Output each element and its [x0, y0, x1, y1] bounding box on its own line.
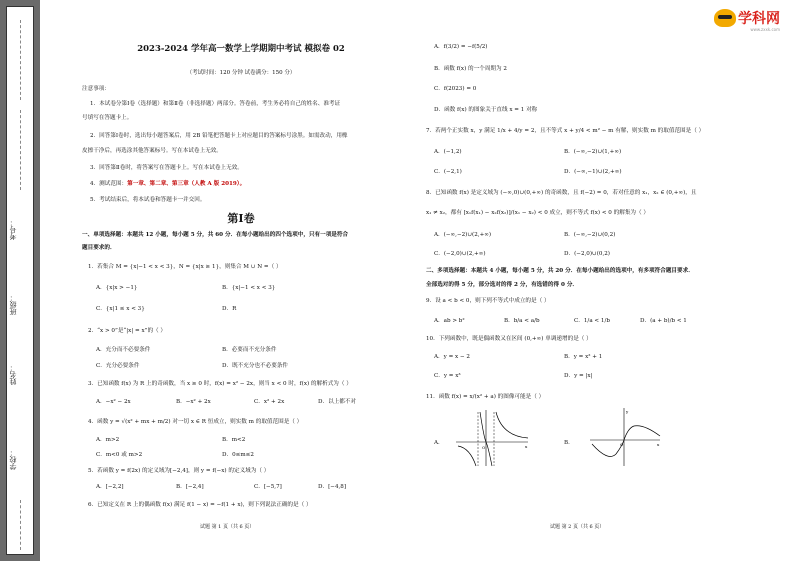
- option: A．−x² − 2x: [96, 399, 131, 405]
- option: B．m<2: [222, 437, 246, 443]
- question-stem: 11．函数 f(x) = x/(x² + a) 的图像可能是（ ）: [426, 394, 545, 400]
- question-stem: 4．函数 y = √(x² + mx + m/2) 对一切 x ∈ R 恒成立，则实数 m 的取值范围是（ ）: [88, 419, 303, 425]
- option: B．{x|−1 < x < 3}: [222, 285, 276, 291]
- graph-b: [590, 408, 662, 468]
- page-footer: 试题 第 2 页（共 6 页）: [550, 524, 605, 530]
- graph-a-curve: [496, 412, 528, 438]
- option: A．f(3/2) = −f(5/2): [434, 44, 488, 50]
- option: D．y = |x|: [564, 373, 593, 379]
- question-stem-cont: x₁ ≠ x₂，都有 [x₁f(x₁) − x₂f(x₂)]/(x₁ − x₂) < 0 成立，则不等式 f(x) < 0 的解集为（ ）: [426, 210, 649, 216]
- graph-a-x-label: x: [525, 444, 528, 449]
- option: D．R: [222, 306, 237, 312]
- option: C．{x|1 ≤ x < 3}: [96, 306, 145, 312]
- option: D．既不充分也不必要条件: [222, 363, 289, 369]
- option: B．必要而不充分条件: [222, 347, 277, 353]
- question-stem: 6．已知定义在 R 上的偶函数 f(x) 满足 f(1 − x) = −f(1 + x)，则下列说法正确的是（ ）: [88, 502, 312, 508]
- option: B．[−2,4]: [176, 484, 204, 490]
- page-footer: 试题 第 1 页（共 6 页）: [200, 524, 255, 530]
- question-stem: 9．设 a < b < 0，则下列不等式中成立的是（ ）: [426, 298, 550, 304]
- option: D．0≤m≤2: [222, 452, 254, 458]
- graph-b-origin: O: [620, 442, 624, 447]
- option: C．(−2,1): [434, 169, 462, 175]
- option: B．函数 f(x) 的一个周期为 2: [434, 66, 507, 72]
- exam-no-label: 考号：: [9, 219, 17, 241]
- binding-dashed-line: [20, 500, 21, 550]
- option: A．[−2,2]: [96, 484, 124, 490]
- option: A．(−∞,−2)∪(2,+∞): [434, 232, 492, 238]
- question-stem: 7．若两个正实数 x，y 满足 1/x + 4/y = 2，且不等式 x + y/4 < m² − m 有解，则实数 m 的取值范围是（ ）: [426, 128, 705, 134]
- option: A．ab > b²: [434, 318, 465, 324]
- notice-scope-label: 4．测试范围：: [90, 181, 128, 187]
- question-stem: 3．已知函数 f(x) 为 R 上的奇函数，当 x ≥ 0 时，f(x) = x² − 2x，则当 x < 0 时，f(x) 的解析式为（ ）: [88, 381, 352, 387]
- option: C．充分必要条件: [96, 363, 140, 369]
- section-juan-title: 第Ⅰ卷: [227, 212, 255, 225]
- class-label: 班级：: [9, 294, 17, 316]
- logo-text: 学科网: [738, 11, 780, 27]
- graph-a-curve: [458, 446, 476, 466]
- graph-b-x-label: x: [657, 442, 660, 447]
- option: B．(−∞,−2)∪(0,2): [564, 232, 616, 238]
- notice-item: 号填写在答题卡上。: [82, 115, 133, 121]
- notice-item: 3．回答第Ⅱ卷时，将答案写在答题卡上。写在本试卷上无效。: [90, 165, 243, 171]
- binding-dashed-line: [20, 110, 21, 190]
- question-stem: 8．已知函数 f(x) 是定义域为 (−∞,0)∪(0,+∞) 的奇函数，且 f(−2) = 0，若对任意的 x₁，x₂ ∈ (0,+∞)，且: [426, 190, 697, 196]
- option: D．(−∞,−1)∪(2,+∞): [564, 169, 622, 175]
- section2-heading-cont: 全部选对的得 5 分，部分选对的得 2 分，有选错的得 0 分．: [426, 282, 579, 288]
- notice-item: 1．本试卷分第Ⅰ卷（选择题）和第Ⅱ卷（非选择题）两部分。答卷前，考生务必将自己的姓名、准考证: [90, 101, 341, 107]
- option: A．{x|x > −1}: [96, 285, 138, 291]
- exam-info: （考试时间：120 分钟 试卷满分：150 分）: [186, 70, 296, 76]
- option: C．x² + 2x: [254, 399, 285, 405]
- graph-b-y-label: y: [626, 409, 629, 414]
- name-label: 姓名：: [9, 364, 17, 386]
- option: C．f(2023) = 0: [434, 86, 477, 92]
- option: C．(−2,0)∪(2,+∞): [434, 251, 486, 257]
- question-stem: 5．若函数 y = f(2x) 的定义域为[−2,4]，则 y = f(−x) 的定义域为（ ）: [88, 468, 270, 474]
- notice-item: 2．回答第Ⅰ卷时，选出每小题答案后，用 2B 铅笔把答题卡上对应题目的答案标号涂黑。如需改动，用橡: [90, 133, 348, 139]
- option: B．(−∞,−2)∪(1,+∞): [564, 149, 622, 155]
- option: D．以上都不对: [318, 399, 357, 405]
- option: B．y = x² + 1: [564, 354, 603, 360]
- option: D．函数 f(x) 的图象关于直线 x = 1 对称: [434, 107, 538, 113]
- option: A．(−1,2): [434, 149, 462, 155]
- section1-heading-cont: 题目要求的．: [82, 245, 116, 251]
- question-stem: 1．若集合 M = {x|−1 < x < 3}，N = {x|x ≥ 1}，则集合 M ∪ N =（ ）: [88, 264, 282, 270]
- graph-a: [456, 408, 530, 468]
- section1-heading: 一、单项选择题：本题共 12 小题，每小题 5 分，共 60 分．在每小题给出的四个选项中，只有一项是符合: [82, 232, 349, 238]
- question-stem: 10．下列函数中，既是偶函数又在区间 (0,+∞) 单调递增的是（ ）: [426, 336, 592, 342]
- option: C．m<0 或 m>2: [96, 452, 143, 458]
- question-stem: 2．“x > 0”是“|x| = x”的（ ）: [88, 328, 167, 334]
- option: A．充分而不必要条件: [96, 347, 151, 353]
- logo: [714, 8, 780, 32]
- option: B．: [564, 440, 574, 446]
- logo-url: www.zxxk.com: [750, 27, 780, 32]
- graph-b-curve: [592, 426, 660, 457]
- option: A．m>2: [96, 437, 120, 443]
- notice-item: [90, 181, 245, 189]
- school-label: 学校：: [9, 449, 17, 471]
- section2-heading: 二、多项选择题：本题共 4 小题，每小题 5 分，共 20 分．在每小题给出的选项中，有多项符合题目要求．: [426, 268, 694, 274]
- option: B．b/a < a/b: [504, 318, 540, 324]
- option: B．−x² + 2x: [176, 399, 211, 405]
- option: C．[−5,7]: [254, 484, 282, 490]
- option: C．y = x³: [434, 373, 461, 379]
- notice-scope: 第一章、第二章、第三章（人教 A 版 2019）。: [127, 181, 246, 187]
- graph-a-origin: O: [482, 445, 486, 450]
- option: C．1/a < 1/b: [574, 318, 610, 324]
- option: D．(a + b)/b < 1: [640, 318, 687, 324]
- logo-icon: [714, 9, 736, 27]
- notice-item: 5．考试结束后，将本试卷和答题卡一并交回。: [90, 197, 206, 203]
- exam-title: 2023-2024 学年高一数学上学期期中考试 模拟卷 02: [137, 44, 345, 54]
- option: D．[−4,8]: [318, 484, 347, 490]
- option: A．: [434, 440, 444, 446]
- option: A．y = x − 2: [434, 354, 470, 360]
- binding-dashed-line: [20, 20, 21, 100]
- notice-item: 皮擦干净后，再选涂其他答案标号。写在本试卷上无效。: [82, 148, 222, 154]
- option: D．(−2,0)∪(0,2): [564, 251, 610, 257]
- notice-heading: 注意事项：: [82, 86, 110, 92]
